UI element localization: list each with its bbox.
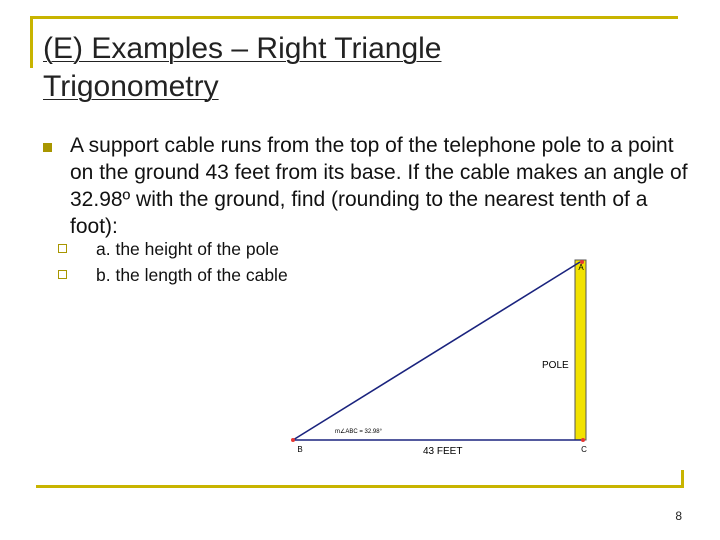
vertex-c-point [581, 438, 585, 442]
pole [575, 260, 586, 440]
problem-text: A support cable runs from the top of the telephone pole to a point on the ground 43 feet from its base. If the cable makes an angle of 32.98º with the ground, find (rounding to the nearest tenth of a foot): [70, 134, 688, 238]
right-rule [681, 470, 684, 488]
question-a: a. the height of the pole [96, 239, 279, 259]
top-rule [30, 16, 678, 19]
title-line-1: (E) Examples – Right Triangle [43, 32, 442, 65]
vertex-b-point [291, 438, 295, 442]
bullet-square-icon [43, 143, 52, 152]
vertex-b-label: B [297, 445, 303, 454]
pole-label: POLE [542, 360, 569, 371]
bottom-rule [36, 485, 684, 488]
triangle-diagram [285, 258, 615, 463]
angle-label: m∠ABC = 32.98° [335, 429, 382, 435]
page-number: 8 [675, 509, 682, 523]
vertex-c-label: C [581, 445, 587, 454]
base-length-label: 43 FEET [423, 446, 463, 457]
cable-line [293, 262, 580, 440]
sub-bullet-icon [58, 270, 67, 279]
title-line-2: Trigonometry [43, 70, 219, 103]
left-rule [30, 16, 33, 68]
slide-title [43, 30, 683, 106]
sub-bullet-icon [58, 244, 67, 253]
vertex-a-label: A [578, 263, 584, 272]
question-b: b. the length of the cable [96, 265, 288, 285]
